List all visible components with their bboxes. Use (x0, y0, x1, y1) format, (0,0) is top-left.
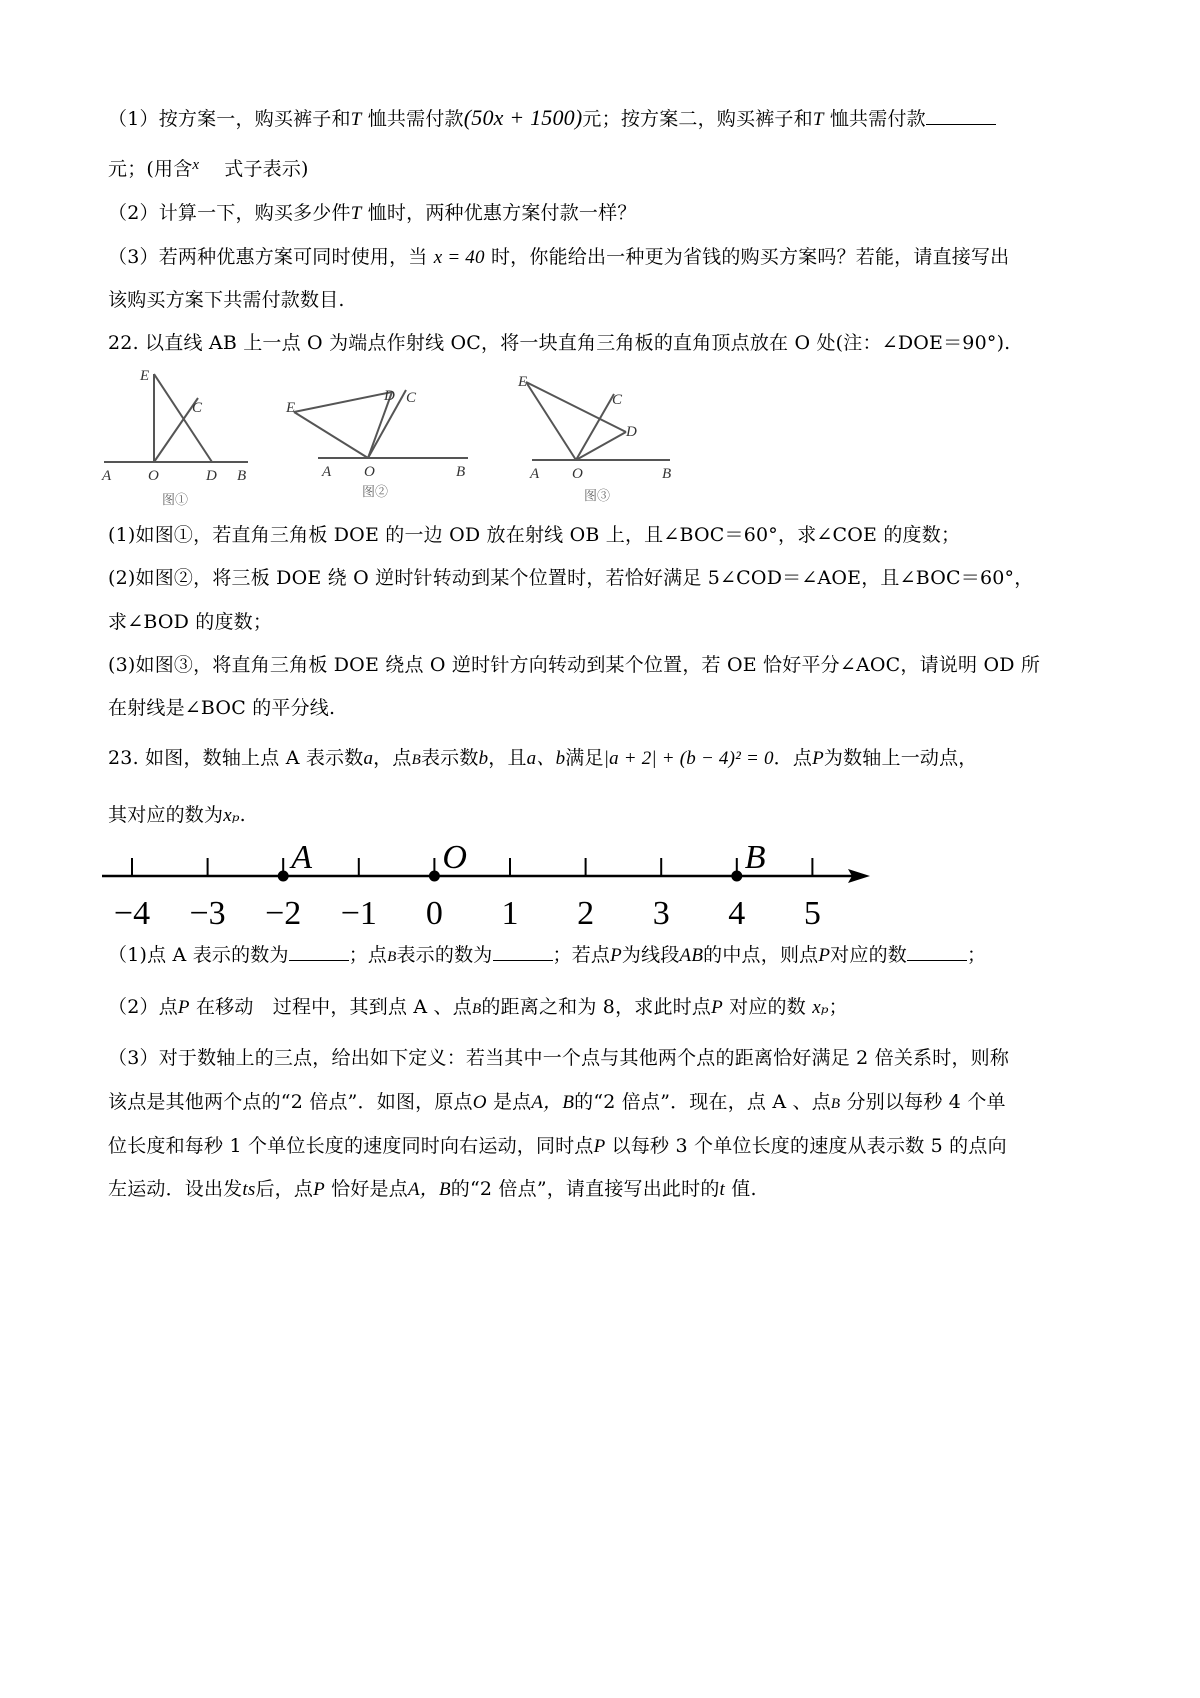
fig1-label-D: D (206, 468, 217, 484)
number-line-tick-label: −1 (340, 895, 377, 932)
var-T: T (350, 109, 362, 130)
q21-p2-text-a: （2）计算一下，购买多少件 (108, 202, 351, 224)
fig2-label-B: B (456, 464, 466, 480)
q23-p3-text-a: 该点是其他两个点的“2 倍点”．如图，原点 (108, 1091, 473, 1113)
q23-stem-text-b: ，点 (373, 747, 412, 769)
number-line-tick-label: 1 (501, 895, 519, 932)
number-line-point-A (278, 871, 289, 882)
q21-p2-text-b: 恤时，两种优惠方案付款一样？ (367, 202, 637, 224)
var-P: P (313, 1179, 325, 1200)
q23-stem-text-d: ，且 (488, 747, 527, 769)
q21-p3-equation: x = 40 (433, 247, 485, 268)
fig3-caption: 图③ (584, 488, 611, 503)
number-line-point-O (429, 871, 440, 882)
fig2-label-C: C (406, 390, 417, 406)
var-t: t (719, 1179, 726, 1200)
q23-p3-line4-e: 的“2 倍点”，请直接写出此时的 (450, 1178, 720, 1200)
answer-blank[interactable] (926, 123, 996, 125)
number-line-point-label-B: B (744, 839, 766, 876)
fig2-caption: 图② (362, 484, 389, 499)
var-P: P (818, 945, 831, 966)
q21-p3-text-b: 时，你能给出一种更为省钱的购买方案吗？若能，请直接写出 (490, 246, 1010, 268)
var-P: P (610, 945, 622, 966)
number-line-tick-label: 0 (425, 895, 443, 932)
q21-p1-text-d: 恤共需付款 (829, 108, 926, 130)
q23-part3-line2 (108, 1087, 1006, 1114)
var-P: P (593, 1136, 606, 1157)
q22-stem (108, 328, 1010, 355)
q23-p2-text-c: 的距离之和为 8，求此时点 (481, 996, 712, 1018)
q23-p2-text-a: （2）点 (108, 996, 178, 1018)
var-T: T (350, 203, 362, 224)
q23-p3-line4-d: A，B (407, 1179, 451, 1200)
var-O: O (472, 1092, 487, 1113)
number-line-tick-label: −3 (189, 895, 226, 932)
q23-p3-line4-f: 值. (731, 1178, 757, 1200)
var-ts: ts (242, 1179, 256, 1200)
q23-number-line (96, 836, 886, 936)
q23-p1-text-b: ；点 (348, 944, 388, 966)
fig3-label-C: C (612, 392, 623, 408)
fig2-label-A: A (322, 464, 332, 480)
fig2-label-O: O (364, 464, 375, 480)
q23-p3-line4-c: 恰好是点 (331, 1178, 408, 1200)
q23-p1-text-f: 的中点，则点 (703, 944, 819, 966)
number-line-point-label-O: O (442, 839, 467, 876)
q22-part2-line2 (108, 607, 272, 634)
q21-part1-line2 (108, 154, 309, 181)
q22-stem-text: 22. 以直线 AB 上一点 O 为端点作射线 OC，将一块直角三角板的直角顶点放在 O 处(注：∠DOE＝90°). (108, 332, 1011, 354)
fig3-label-E: E (518, 374, 528, 390)
fig1-label-C: C (192, 400, 203, 416)
q23-p2-text-e: ； (828, 996, 848, 1018)
answer-blank-c[interactable] (907, 959, 967, 961)
fig2-label-D: D (384, 388, 395, 404)
q21-p1-formula: (50x + 1500) (463, 105, 583, 130)
q23-p1-text-g: 对应的数 (830, 944, 907, 966)
number-line-tick-label: −4 (113, 895, 151, 932)
q23-stem-text-f: ．点 (773, 747, 813, 769)
q21-p1-text-f: 式子表示) (224, 158, 309, 180)
q23-p3-line1: （3）对于数轴上的三点，给出如下定义：若当其中一个点与其他两个点的距离恰好满足 2 倍关系时，则称 (108, 1047, 1010, 1069)
q23-p3-text-d: 的“2 倍点”．现在，点 A 、点 (574, 1091, 831, 1113)
number-line-tick-label: 2 (577, 895, 595, 932)
var-B: B (830, 1096, 841, 1112)
fig1-caption: 图① (162, 492, 189, 507)
q21-part3-line1 (108, 242, 1009, 269)
fig2-label-E: E (286, 400, 296, 416)
q23-stem2-text-b: . (239, 804, 246, 826)
q23-p3-line3-a: 位长度和每秒 1 个单位长度的速度同时向右运动，同时点 (108, 1135, 594, 1157)
q21-p3-text-a: （3）若两种优惠方案可同时使用，当 (108, 246, 428, 268)
q23-p1-text-h: ； (966, 944, 987, 966)
number-line-point-label-A: A (291, 839, 312, 876)
answer-blank-a[interactable] (289, 959, 349, 961)
q22-part2-line1 (108, 563, 1033, 590)
number-line-tick-label: 5 (803, 895, 821, 932)
q22-part3-text-b: 在射线是∠BOC 的平分线. (108, 697, 336, 719)
q21-p3-text-c: 该购买方案下共需付款数目. (108, 289, 345, 311)
q22-part3-text-a: (3)如图③，将直角三角板 DOE 绕点 O 逆时针方向转动到某个位置，若 OE 恰好平分∠AOC，请说明 OD 所 (108, 654, 1041, 676)
q22-part2-text-a: (2)如图②，将三板 DOE 绕 O 逆时针转动到某个位置时，若恰好满足 5∠COD＝∠AOE，且∠BOC＝60°， (108, 567, 1034, 589)
q22-part3-line2 (108, 693, 335, 720)
q21-part2 (108, 198, 637, 225)
fig1-label-B: B (237, 468, 247, 484)
var-B: B (471, 1001, 482, 1017)
var-B: B (411, 752, 421, 768)
q23-part3-line3 (108, 1131, 1007, 1158)
var-xP: xₚ (812, 997, 829, 1018)
var-xP: xₚ (223, 805, 240, 826)
var-T: T (812, 109, 824, 130)
fig1-label-E: E (140, 368, 150, 384)
q23-p2-text-b: 在移动 过程中，其到点 A 、点 (195, 996, 472, 1018)
q22-part3-line1 (108, 650, 1040, 677)
q23-p2-text-d: 对应的数 (729, 996, 806, 1018)
q22-part1-text: (1)如图①，若直角三角板 DOE 的一边 OD 放在射线 OB 上，且∠BOC＝60°，求∠COE 的度数； (108, 524, 961, 546)
number-line-tick-label: 3 (652, 895, 670, 932)
var-b: b (478, 748, 489, 769)
var-a: a (363, 748, 374, 769)
q23-stem-ab: a、b (526, 748, 566, 769)
q23-p1-text-d: ；若点 (552, 944, 611, 966)
fig1-label-O: O (148, 468, 159, 484)
q23-stem-equation: |a + 2| + (b − 4)² = 0 (603, 748, 774, 769)
q21-p1-text-c: 元；按方案二，购买裤子和 (582, 108, 813, 130)
q23-p3-line4-a: 左运动．设出发 (108, 1178, 243, 1200)
fig1-label-A: A (102, 468, 112, 484)
var-P: P (177, 997, 190, 1018)
q21-p1-text-b: 恤共需付款 (367, 108, 464, 130)
q23-part2 (108, 992, 848, 1019)
q23-p3-text-b: 是点 (492, 1091, 532, 1113)
number-line-tick-label: 4 (728, 895, 746, 932)
var-B: B (387, 949, 397, 965)
q23-stem-text-e: 满足 (565, 747, 604, 769)
q23-p1-text-e: 为线段 (621, 944, 680, 966)
fig3-label-D: D (626, 424, 637, 440)
q23-stem-text-c: 表示数 (420, 747, 479, 769)
q21-p1-text-a: （1）按方案一，购买裤子和 (108, 108, 351, 130)
q23-stem-line2 (108, 800, 246, 827)
fig3-label-O: O (572, 466, 583, 482)
q22-part2-text-b: 求∠BOD 的度数； (108, 611, 273, 633)
answer-blank-b[interactable] (493, 959, 553, 961)
q23-stem-text-g: 为数轴上一动点， (823, 747, 978, 769)
q23-part3-line1 (108, 1043, 1009, 1070)
var-x: x (192, 157, 200, 173)
q23-p3-line3-b: 以每秒 3 个单位长度的速度从表示数 5 的点向 (611, 1135, 1007, 1157)
q23-stem2-text-a: 其对应的数为 (108, 804, 224, 826)
fig3-label-B: B (662, 466, 672, 482)
q23-part1 (108, 940, 986, 967)
var-P: P (711, 997, 723, 1018)
q21-part1-line1 (108, 104, 996, 131)
var-P: P (812, 748, 824, 769)
q22-figures (100, 364, 680, 514)
q21-p1-text-e: 元；(用含 (108, 158, 193, 180)
var-AB: AB (679, 945, 704, 966)
q23-stem-text-a: 23. 如图，数轴上点 A 表示数 (108, 747, 364, 769)
q23-p3-text-c: A，B (531, 1092, 575, 1113)
q23-part3-line4 (108, 1174, 757, 1201)
number-line-tick-label: −2 (265, 895, 302, 932)
q22-part1 (108, 520, 960, 547)
q23-p1-text-a: （1)点 A 表示的数为 (108, 944, 289, 966)
number-line-point-B (731, 871, 742, 882)
q23-stem-line1 (108, 743, 978, 770)
fig3-label-A: A (530, 466, 540, 482)
q23-p3-text-e: 分别以每秒 4 个单 (846, 1091, 1006, 1113)
q23-p1-text-c: 表示的数为 (396, 944, 493, 966)
q21-part3-line2 (108, 285, 345, 312)
q23-p3-line4-b: 后，点 (255, 1178, 314, 1200)
